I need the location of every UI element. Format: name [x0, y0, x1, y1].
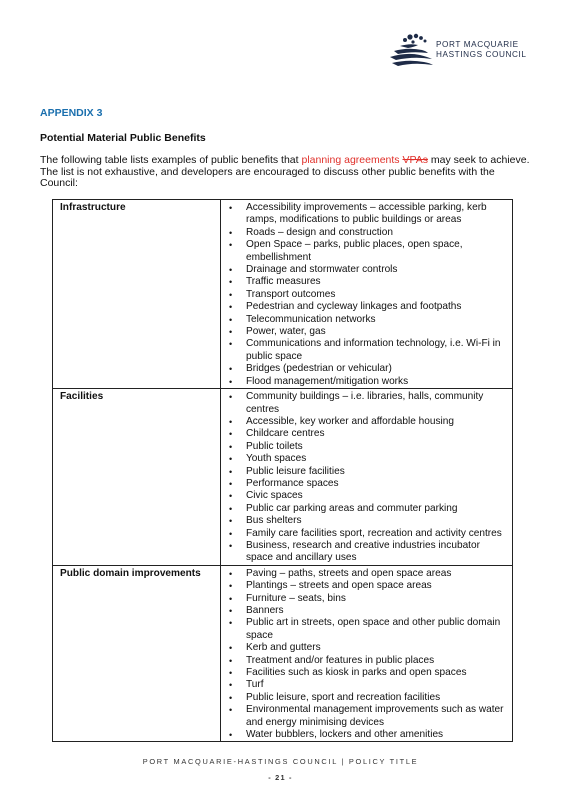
list-item-text: Business, research and creative industries incubator space and ancillary uses — [246, 539, 480, 564]
table-row — [53, 389, 513, 566]
items-cell — [221, 565, 513, 742]
list-item-text: Pedestrian and cycleway linkages and footpaths — [246, 301, 462, 313]
list-item — [221, 515, 508, 527]
council-logo — [388, 32, 538, 72]
list-item-text: Public leisure facilities — [246, 465, 345, 477]
list-item — [221, 453, 508, 465]
list-item-text: Plantings – streets and open space areas — [246, 580, 432, 592]
bullet-icon: • — [229, 568, 233, 579]
bullet-icon: • — [229, 680, 233, 691]
list-item — [221, 202, 508, 227]
tracked-deletion: VPAs — [402, 154, 428, 166]
list-item-text: Roads – design and construction — [246, 226, 394, 238]
footer-text: PORT MACQUARIE-HASTINGS COUNCIL | POLICY TITLE — [142, 757, 419, 766]
bullet-icon: • — [229, 240, 233, 251]
list-item-text: Public toilets — [246, 440, 303, 452]
intro-text-after: may seek to achieve. The list is not exhaustive, and developers are encouraged to discuss other public benefits with the Council: — [40, 154, 530, 189]
list-item-text: Public leisure, sport and recreation facilities — [246, 691, 441, 703]
list-item — [221, 301, 508, 313]
list-item — [221, 704, 508, 729]
list-item-text: Flood management/mitigation works — [246, 375, 409, 387]
list-item — [221, 478, 508, 490]
bullet-icon: • — [229, 277, 233, 288]
list-item-text: Bridges (pedestrian or vehicular) — [246, 363, 392, 375]
list-item-text: Drainage and stormwater controls — [246, 264, 398, 276]
list-item-text: Childcare centres — [246, 428, 325, 440]
list-item — [221, 642, 508, 654]
list-item — [221, 264, 508, 276]
category-cell: Facilities — [53, 389, 221, 566]
list-item-text: Paving – paths, streets and open space areas — [246, 567, 452, 579]
bullet-icon: • — [229, 491, 233, 502]
category-cell: Public domain improvements — [53, 565, 221, 742]
list-item — [221, 503, 508, 515]
list-item-text: Open Space – parks, public places, open space, embellishment — [246, 239, 463, 263]
council-name — [436, 40, 527, 60]
list-item — [221, 391, 508, 416]
bullet-icon: • — [229, 581, 233, 592]
bullet-icon: • — [229, 289, 233, 300]
list-item-text: Public car parking areas and commuter parking — [246, 502, 458, 514]
bullet-icon: • — [229, 441, 233, 452]
list-item — [221, 428, 508, 440]
bullet-icon: • — [229, 466, 233, 477]
public-benefits-table — [52, 199, 513, 742]
list-item-text: Furniture – seats, bins — [246, 592, 346, 604]
list-item-text: Bus shelters — [246, 515, 302, 527]
list-item — [221, 314, 508, 326]
list-item-text: Civic spaces — [246, 490, 303, 502]
list-item — [221, 441, 508, 453]
list-item — [221, 617, 508, 642]
bullet-icon: • — [229, 668, 233, 679]
list-item — [221, 239, 508, 264]
bullet-icon: • — [229, 643, 233, 654]
list-item-text: Facilities such as kiosk in parks and open spaces — [246, 667, 467, 679]
list-item — [221, 605, 508, 617]
list-item — [221, 729, 508, 741]
bullet-icon: • — [229, 618, 233, 629]
bullet-icon: • — [229, 416, 233, 427]
benefit-list — [221, 202, 508, 388]
list-item — [221, 289, 508, 301]
intro-text-before: The following table lists examples of public benefits that — [40, 154, 302, 166]
list-item — [221, 416, 508, 428]
public-benefits-table-body — [53, 200, 513, 742]
list-item-text: Accessibility improvements – accessible parking, kerb ramps, modifications to public buildings or areas — [246, 202, 487, 226]
category-cell: Infrastructure — [53, 200, 221, 389]
list-item — [221, 363, 508, 375]
items-cell — [221, 389, 513, 566]
bullet-icon: • — [229, 265, 233, 276]
list-item — [221, 667, 508, 679]
list-item — [221, 276, 508, 288]
bullet-icon: • — [229, 730, 233, 741]
council-name-line1: PORT MACQUARIE — [436, 40, 519, 49]
list-item-text: Kerb and gutters — [246, 642, 321, 654]
list-item-text: Turf — [246, 679, 264, 691]
bullet-icon: • — [229, 692, 233, 703]
table-row — [53, 565, 513, 742]
list-item-text: Environmental management improvements such as water and energy minimising devices — [246, 704, 504, 728]
items-cell — [221, 200, 513, 389]
bullet-icon: • — [229, 516, 233, 527]
page-number: - 21 - — [268, 773, 293, 782]
section-heading: Potential Material Public Benefits — [40, 132, 206, 144]
list-item-text: Community buildings – i.e. libraries, halls, community centres — [246, 391, 484, 415]
intro-paragraph — [40, 155, 530, 190]
benefit-list — [221, 391, 508, 565]
bullet-icon: • — [229, 606, 233, 616]
list-item — [221, 679, 508, 691]
bullet-icon: • — [229, 227, 233, 238]
council-name-line2: HASTINGS COUNCIL — [436, 50, 527, 59]
bullet-icon: • — [229, 503, 233, 514]
bullet-icon: • — [229, 454, 233, 465]
tracked-insertion: planning agreements — [301, 154, 400, 166]
list-item-text: Treatment and/or features in public places — [246, 654, 435, 666]
bullet-icon: • — [229, 528, 233, 539]
list-item — [221, 490, 508, 502]
list-item — [221, 466, 508, 478]
bullet-icon: • — [229, 314, 233, 325]
table-row — [53, 200, 513, 389]
bullet-icon: • — [229, 364, 233, 375]
list-item-text: Power, water, gas — [246, 326, 326, 338]
bullet-icon: • — [229, 655, 233, 666]
list-item — [221, 338, 508, 363]
council-logo-mark-icon — [388, 32, 434, 70]
bullet-icon: • — [229, 302, 233, 313]
list-item — [221, 580, 508, 592]
list-item-text: Traffic measures — [246, 276, 321, 288]
bullet-icon: • — [229, 203, 233, 213]
list-item — [221, 227, 508, 239]
list-item-text: Performance spaces — [246, 477, 339, 489]
list-item — [221, 593, 508, 605]
bullet-icon: • — [229, 593, 233, 604]
bullet-icon: • — [229, 478, 233, 489]
bullet-icon: • — [229, 392, 233, 403]
list-item-text: Telecommunication networks — [246, 313, 376, 325]
list-item-text: Youth spaces — [246, 453, 307, 465]
list-item — [221, 326, 508, 338]
bullet-icon: • — [229, 540, 233, 551]
list-item-text: Accessible, key worker and affordable housing — [246, 415, 454, 427]
list-item-text: Family care facilities sport, recreation and activity centres — [246, 527, 502, 539]
bullet-icon: • — [229, 339, 233, 350]
list-item — [221, 655, 508, 667]
bullet-icon: • — [229, 705, 233, 716]
bullet-icon: • — [229, 429, 233, 440]
list-item — [221, 540, 508, 565]
list-item-text: Banners — [246, 605, 284, 616]
list-item-text: Water bubblers, lockers and other amenities — [246, 729, 444, 741]
list-item-text: Communications and information technology, i.e. Wi-Fi in public space — [246, 338, 501, 362]
list-item — [221, 692, 508, 704]
list-item — [221, 528, 508, 540]
appendix-label: APPENDIX 3 — [40, 107, 103, 119]
bullet-icon: • — [229, 327, 233, 338]
list-item — [221, 376, 508, 388]
list-item-text: Transport outcomes — [246, 288, 336, 300]
benefit-list — [221, 568, 508, 742]
list-item — [221, 568, 508, 580]
bullet-icon: • — [229, 376, 233, 387]
list-item-text: Public art in streets, open space and other public domain space — [246, 617, 501, 641]
